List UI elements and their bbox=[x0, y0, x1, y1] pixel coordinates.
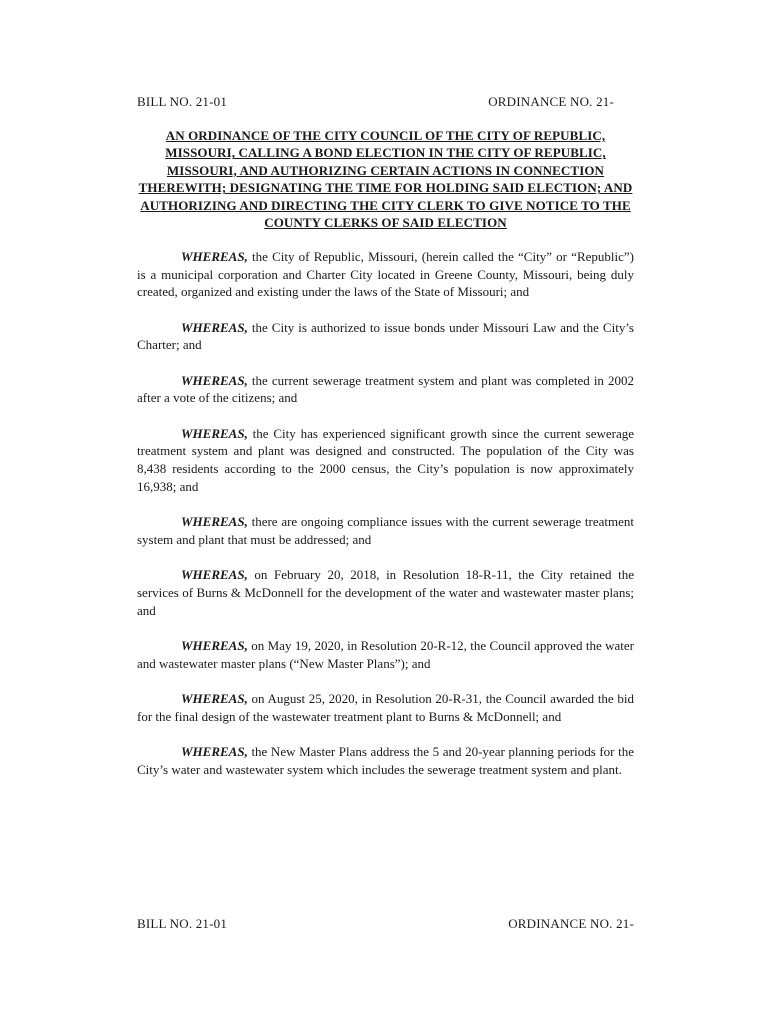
whereas-label: WHEREAS, bbox=[181, 567, 248, 583]
whereas-paragraph bbox=[137, 372, 634, 407]
document-body bbox=[137, 248, 634, 796]
whereas-paragraph bbox=[137, 513, 634, 548]
whereas-label: WHEREAS, bbox=[181, 637, 248, 653]
paragraph-text: the current sewerage treatment system and plant was completed in 2002 after a vote of the citizens; and bbox=[137, 372, 634, 406]
ordinance-title: AN ORDINANCE OF THE CITY COUNCIL OF THE CITY OF REPUBLIC, MISSOURI, CALLING A BOND ELECTION IN THE CITY OF REPUBLIC, MISSOURI, AND AUTHORIZING CERTAIN ACTIONS IN CONNECTION THEREWITH; DESIGNATING THE TIME FOR HOLDING SAID ELECTION; AND AUTHORIZING AND DIRECTING THE CITY CLERK TO GIVE NOTICE TO THE COUNTY CLERKS OF SAID ELECTION bbox=[138, 128, 633, 231]
paragraph-text: the New Master Plans address the 5 and 20-year planning periods for the City’s water and wastewater system which includes the sewerage treatment system and plant. bbox=[137, 743, 634, 777]
paragraph-text: on August 25, 2020, in Resolution 20-R-31, the Council awarded the bid for the final design of the wastewater treatment plant to Burns & McDonnell; and bbox=[137, 690, 634, 724]
whereas-paragraph bbox=[137, 690, 634, 725]
whereas-paragraph bbox=[137, 248, 634, 301]
whereas-paragraph bbox=[137, 566, 634, 619]
whereas-label: WHEREAS, bbox=[181, 425, 248, 441]
whereas-label: WHEREAS, bbox=[181, 743, 248, 759]
paragraph-text: the City is authorized to issue bonds under Missouri Law and the City’s Charter; and bbox=[137, 319, 634, 353]
whereas-paragraph bbox=[137, 425, 634, 496]
whereas-paragraph bbox=[137, 637, 634, 672]
footer-bill-number: BILL NO. 21-01 bbox=[137, 916, 228, 931]
whereas-label: WHEREAS, bbox=[181, 372, 248, 388]
whereas-paragraph bbox=[137, 743, 634, 778]
paragraph-text: there are ongoing compliance issues with the current sewerage treatment system and plant that must be addressed; and bbox=[137, 514, 634, 547]
whereas-paragraph bbox=[137, 319, 634, 354]
whereas-label: WHEREAS, bbox=[181, 514, 248, 530]
paragraph-text: the City of Republic, Missouri, (herein called the “City” or “Republic”) is a municipal corporation and Charter City located in Greene County, Missouri, being duly created, organized and existing under the laws of the State of Missouri; and bbox=[137, 249, 634, 300]
paragraph-text: the City has experienced significant growth since the current sewerage treatment system and plant was designed and constructed. The population of the City was 8,438 residents according to the 2000 census, the City’s population is now approximately 16,938; and bbox=[137, 425, 634, 494]
bill-number: BILL NO. 21-01 bbox=[137, 94, 228, 109]
ordinance-number: ORDINANCE NO. 21- bbox=[488, 94, 614, 109]
whereas-label: WHEREAS, bbox=[181, 249, 248, 264]
whereas-label: WHEREAS, bbox=[181, 690, 248, 706]
footer-ordinance-number: ORDINANCE NO. 21- bbox=[508, 916, 634, 931]
paragraph-text: on May 19, 2020, in Resolution 20-R-12, the Council approved the water and wastewater master plans (“New Master Plans”); and bbox=[137, 637, 634, 671]
paragraph-text: on February 20, 2018, in Resolution 18-R-11, the City retained the services of Burns & McDonnell for the development of the water and wastewater master plans; and bbox=[137, 567, 634, 618]
whereas-label: WHEREAS, bbox=[181, 319, 248, 335]
